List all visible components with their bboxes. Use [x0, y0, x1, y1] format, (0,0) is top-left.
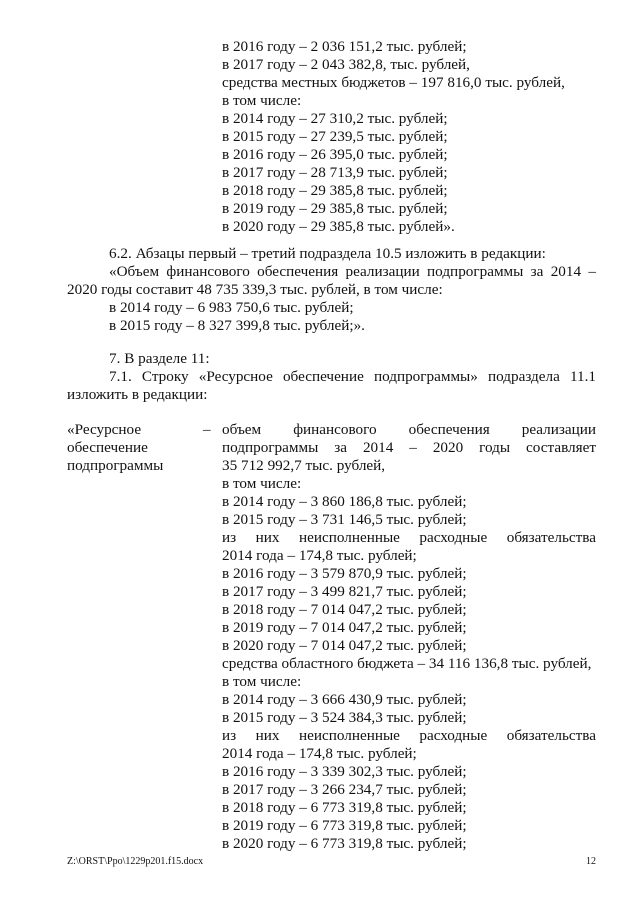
top-line: в 2016 году – 2 036 151,2 тыс. рублей;	[222, 38, 467, 55]
top-line: в том числе:	[222, 92, 302, 109]
paragraph-line: в 2015 году – 8 327 399,8 тыс. рублей;».	[109, 317, 365, 334]
row-content-line: в 2018 году – 7 014 047,2 тыс. рублей;	[222, 601, 467, 618]
row-content-line: 2014 года – 174,8 тыс. рублей;	[222, 745, 417, 762]
paragraph-line: изложить в редакции:	[67, 386, 208, 403]
page-number: 12	[586, 856, 596, 867]
row-content-line: в 2014 году – 3 666 430,9 тыс. рублей;	[222, 691, 467, 708]
row-content-line: в 2015 году – 3 524 384,3 тыс. рублей;	[222, 709, 467, 726]
row-content-line: в 2017 году – 3 499 821,7 тыс. рублей;	[222, 583, 467, 600]
row-label-line: обеспечение	[67, 439, 148, 456]
top-line: в 2014 году – 27 310,2 тыс. рублей;	[222, 110, 448, 127]
row-content-line: в 2019 году – 7 014 047,2 тыс. рублей;	[222, 619, 467, 636]
row-content-line: в 2018 году – 6 773 319,8 тыс. рублей;	[222, 799, 467, 816]
row-content-line: в 2014 году – 3 860 186,8 тыс. рублей;	[222, 493, 467, 510]
row-content-line: в 2016 году – 3 579 870,9 тыс. рублей;	[222, 565, 467, 582]
row-label-line: подпрограммы	[67, 457, 164, 474]
top-line: в 2017 году – 2 043 382,8, тыс. рублей,	[222, 56, 470, 73]
top-line: в 2015 году – 27 239,5 тыс. рублей;	[222, 128, 448, 145]
row-content-line: в 2015 году – 3 731 146,5 тыс. рублей;	[222, 511, 467, 528]
row-content-line: в 2017 году – 3 266 234,7 тыс. рублей;	[222, 781, 467, 798]
row-content-line: объем финансового обеспечения реализации	[222, 421, 596, 438]
row-content-line: в том числе:	[222, 475, 302, 492]
row-content-line: в том числе:	[222, 673, 302, 690]
row-dash: –	[203, 421, 211, 438]
row-content-line: из них неисполненные расходные обязательства	[222, 727, 596, 744]
row-content-line: 35 712 992,7 тыс. рублей,	[222, 457, 386, 474]
paragraph-line: «Объем финансового обеспечения реализации подпрограммы за 2014 –	[109, 263, 596, 280]
row-content-line: в 2019 году – 6 773 319,8 тыс. рублей;	[222, 817, 467, 834]
paragraph-line: 7.1. Строку «Ресурсное обеспечение подпрограммы» подраздела 11.1	[109, 368, 596, 385]
row-content-line: из них неисполненные расходные обязательства	[222, 529, 596, 546]
top-line: средства местных бюджетов – 197 816,0 тыс. рублей,	[222, 74, 565, 91]
top-line: в 2019 году – 29 385,8 тыс. рублей;	[222, 200, 448, 217]
top-line: в 2017 году – 28 713,9 тыс. рублей;	[222, 164, 448, 181]
row-content-line: средства областного бюджета – 34 116 136,8 тыс. рублей,	[222, 655, 592, 672]
row-content-line: в 2016 году – 3 339 302,3 тыс. рублей;	[222, 763, 467, 780]
row-content-line: в 2020 году – 6 773 319,8 тыс. рублей;	[222, 835, 467, 852]
section-heading: 6.2. Абзацы первый – третий подраздела 10.5 изложить в редакции:	[109, 245, 546, 262]
row-content-line: подпрограммы за 2014 – 2020 годы составляет	[222, 439, 596, 456]
top-line: в 2016 году – 26 395,0 тыс. рублей;	[222, 146, 448, 163]
paragraph-line: в 2014 году – 6 983 750,6 тыс. рублей;	[109, 299, 354, 316]
row-label-line: «Ресурсное	[67, 421, 142, 438]
top-line: в 2018 году – 29 385,8 тыс. рублей;	[222, 182, 448, 199]
paragraph-line: 2020 годы составит 48 735 339,3 тыс. рублей, в том числе:	[67, 281, 443, 298]
row-content-line: в 2020 году – 7 014 047,2 тыс. рублей;	[222, 637, 467, 654]
footer-file-path: Z:\ORST\Ppo\1229p201.f15.docx	[67, 856, 204, 867]
row-content-line: 2014 года – 174,8 тыс. рублей;	[222, 547, 417, 564]
top-line: в 2020 году – 29 385,8 тыс. рублей».	[222, 218, 455, 235]
section-heading: 7. В разделе 11:	[109, 350, 210, 367]
